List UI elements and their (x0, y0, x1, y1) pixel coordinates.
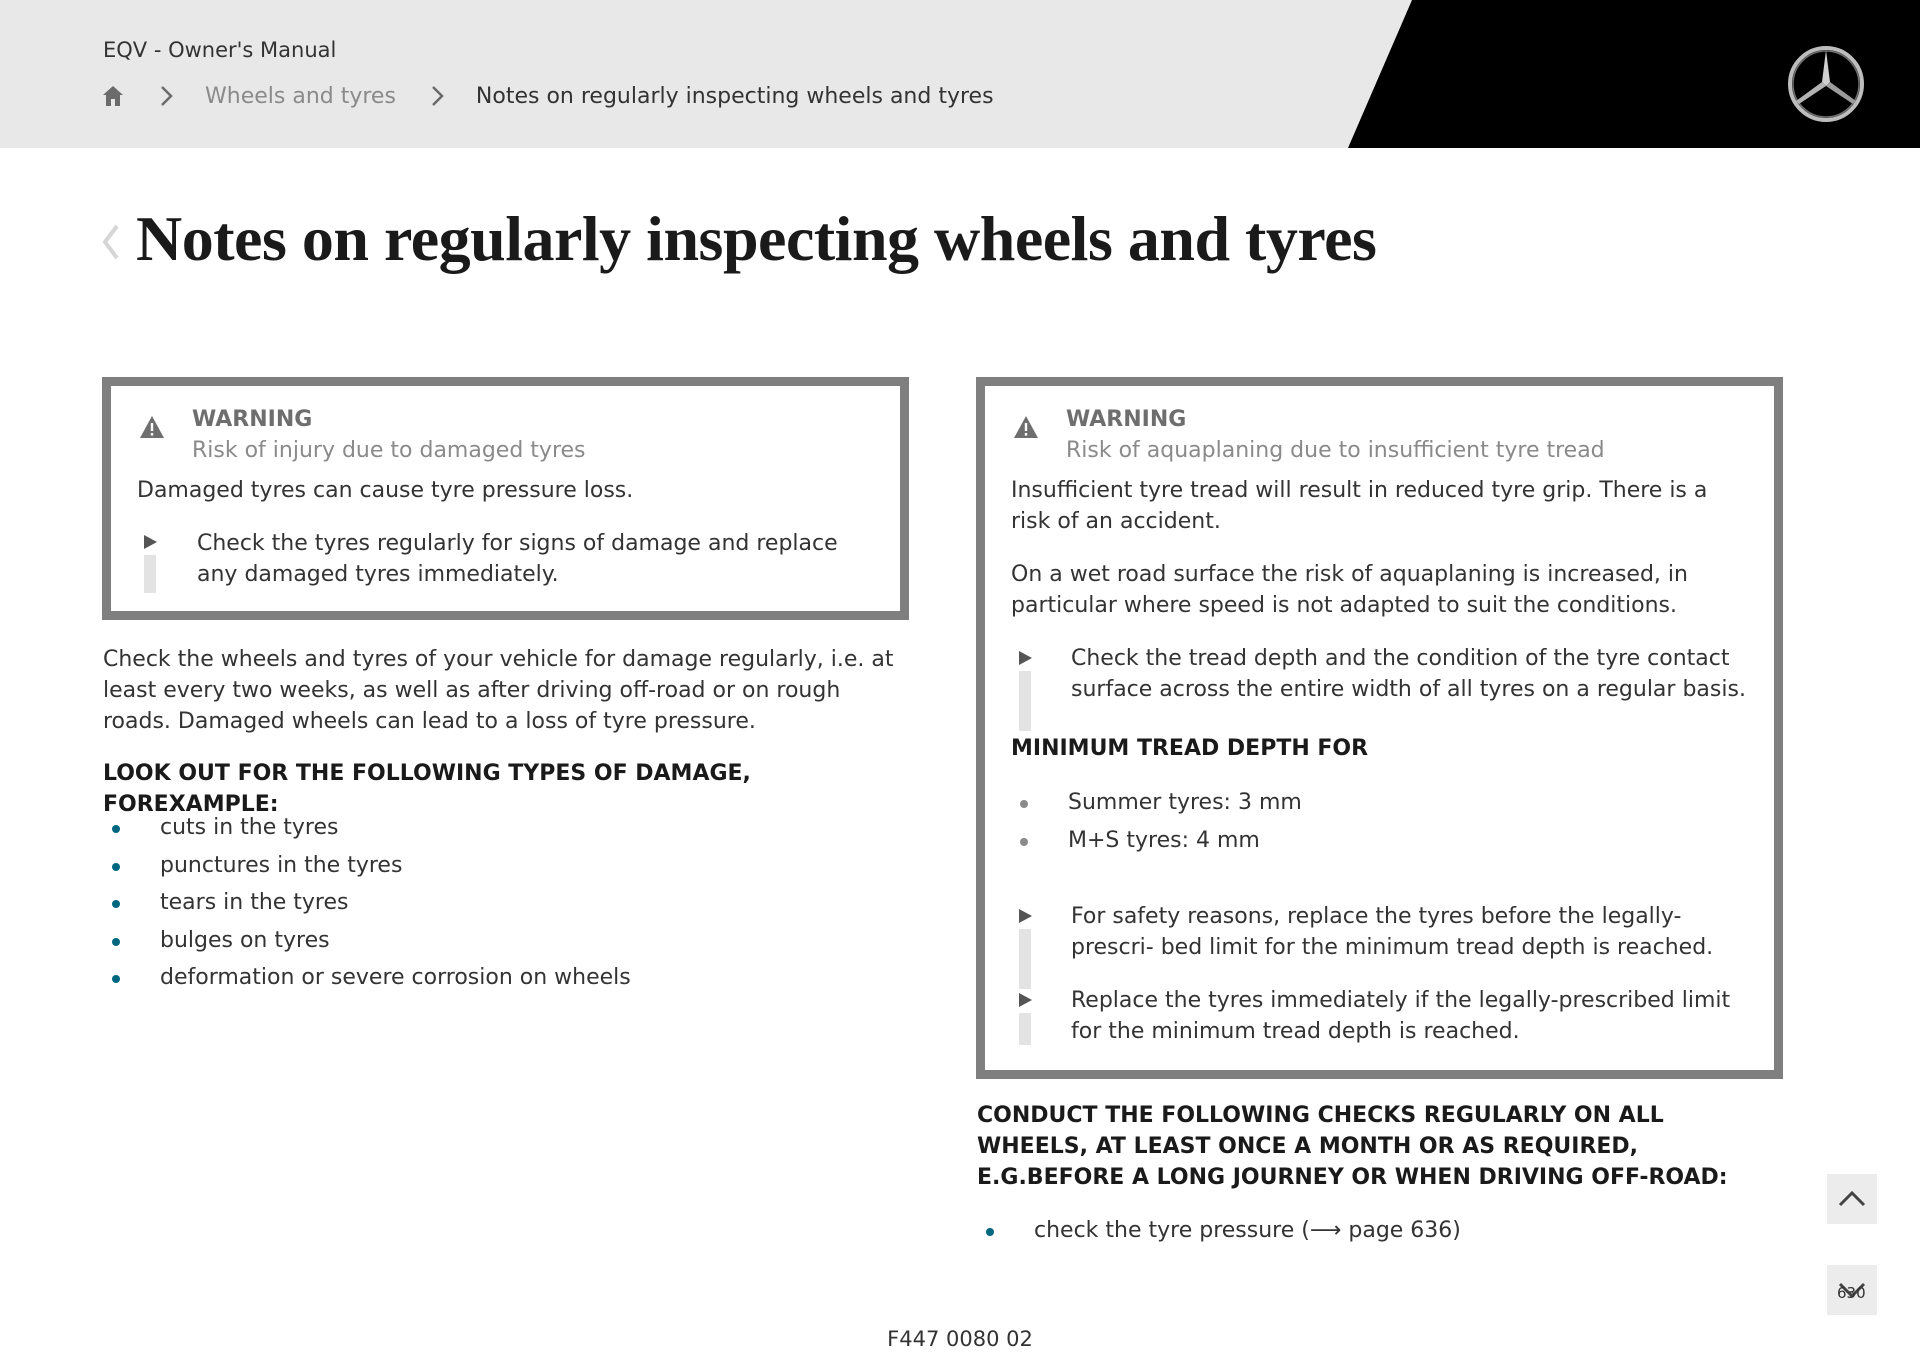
warning-step: Check the tyres regularly for signs of damage and replace any damaged tyres immediately. (197, 531, 838, 587)
warning-triangle-icon (1013, 415, 1039, 439)
bullet-dot (1020, 800, 1028, 808)
warning-step-replace-immediately: Replace the tyres immediately if the legally-prescribed limit for the minimum tread depth is reached. (1071, 988, 1731, 1044)
checks-heading: CONDUCT THE FOLLOWING CHECKS REGULARLY ON ALL WHEELS, AT LEAST ONCE A MONTH OR AS REQUIRED, E.G.BEFORE A LONG JOURNEY OR WHEN DRIVING OFF-ROAD: (977, 1103, 1728, 1190)
bullet-dot (112, 900, 120, 908)
list-item: cuts in the tyres (103, 809, 631, 847)
min-tread-list (1011, 784, 1302, 859)
warning-step-tread-check: Check the tread depth and the condition of the tyre contact surface across the entire width of all tyres on a regular basis. (1071, 646, 1746, 702)
warning-label: WARNING (192, 407, 313, 432)
warning-label: WARNING (1066, 407, 1187, 432)
warning-triangle-icon (139, 415, 165, 439)
list-item: deformation or severe corrosion on wheels (103, 959, 631, 997)
warning-text-grip: Insufficient tyre tread will result in reduced tyre grip. There is a risk of an accident. (1011, 478, 1708, 534)
bullet-dot (112, 825, 120, 833)
page-number: 630 (1837, 1284, 1866, 1302)
page-title: Notes on regularly inspecting wheels and tyres (136, 203, 1377, 274)
damage-heading: LOOK OUT FOR THE FOLLOWING TYPES OF DAMAGE, FOREXAMPLE: (103, 761, 751, 817)
list-item: M+S tyres: 4 mm (1011, 822, 1302, 860)
damage-list (103, 809, 631, 997)
manual-title: EQV - Owner's Manual (103, 38, 337, 62)
warning-text: Damaged tyres can cause tyre pressure loss. (137, 478, 634, 503)
bullet-dot (112, 975, 120, 983)
document-code: F447 0080 02 (887, 1327, 1033, 1351)
warning-subtitle: Risk of aquaplaning due to insufficient tyre tread (1066, 438, 1605, 463)
home-icon[interactable] (101, 84, 125, 108)
breadcrumb-current: Notes on regularly inspecting wheels and tyres (475, 83, 994, 109)
step-arrow-icon (1019, 993, 1033, 1045)
header-black-panel (0, 0, 1920, 148)
bullet-dot (986, 1228, 994, 1236)
bullet-dot (1020, 838, 1028, 846)
min-tread-heading: MINIMUM TREAD DEPTH FOR (1011, 736, 1369, 761)
chevron-right-icon (157, 84, 177, 108)
mercedes-star-logo (1786, 44, 1866, 124)
chevron-up-icon (1827, 1174, 1877, 1224)
step-arrow-icon (144, 535, 158, 593)
step-arrow-icon (1019, 651, 1033, 731)
list-item: check the tyre pressure (⟶ page 636) (977, 1212, 1461, 1250)
intro-paragraph: Check the wheels and tyres of your vehicle for damage regularly, i.e. at least every two weeks, as well as after driving off-road or on rough roads. Damaged wheels can lead to a loss of tyre pressure. (103, 647, 894, 734)
bullet-dot (112, 938, 120, 946)
warning-text-aquaplaning: On a wet road surface the risk of aquaplaning is increased, in particular where speed is not adapted to suit the conditions. (1011, 562, 1688, 618)
step-arrow-icon (1019, 909, 1033, 989)
list-item: punctures in the tyres (103, 847, 631, 885)
warning-subtitle: Risk of injury due to damaged tyres (192, 438, 586, 463)
back-chevron-icon[interactable] (100, 220, 122, 264)
list-item: tears in the tyres (103, 884, 631, 922)
breadcrumb (101, 80, 994, 112)
bullet-dot (112, 863, 120, 871)
warning-step-replace-before: For safety reasons, replace the tyres before the legally-prescri- bed limit for the minimum tread depth is reached. (1071, 904, 1714, 960)
list-item: Summer tyres: 3 mm (1011, 784, 1302, 822)
checks-list (977, 1212, 1461, 1250)
chevron-right-icon (428, 84, 448, 108)
scroll-up-button[interactable] (1827, 1174, 1877, 1224)
breadcrumb-item-wheels-and-tyres[interactable]: Wheels and tyres (205, 83, 396, 109)
list-item: bulges on tyres (103, 922, 631, 960)
